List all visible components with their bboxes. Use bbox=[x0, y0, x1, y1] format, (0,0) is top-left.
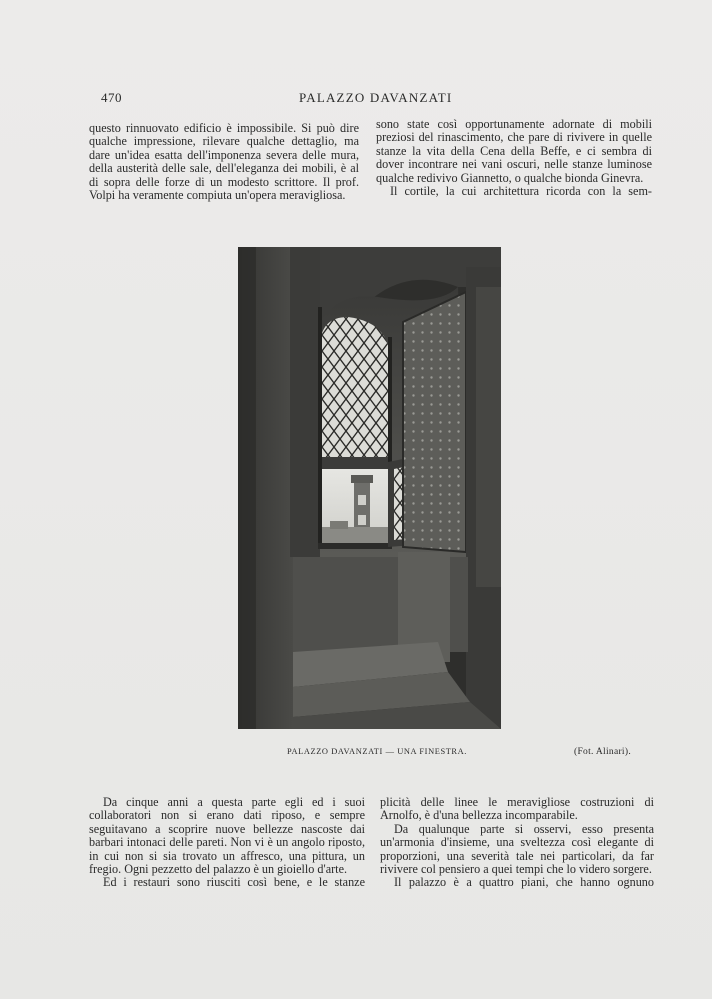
running-title: PALAZZO DAVANZATI bbox=[299, 90, 453, 105]
page-number: 470 bbox=[101, 90, 122, 105]
text-column-top-right bbox=[376, 118, 652, 198]
window-photograph-image bbox=[238, 247, 501, 729]
photo-credit: (Fot. Alinari). bbox=[574, 747, 632, 757]
paragraph: Ed i restauri sono riusciti così bene, e le stanze bbox=[103, 875, 365, 890]
paragraph: Da qualunque parte si osservi, esso presenta un'armonia d'insieme, una sveltezza così elegante di proporzioni, una severità tale nei particolari, da far rivivere col pensiero a quei tempi che lo videro sorgere. bbox=[380, 821, 654, 877]
paragraph: questo rinnuovato edificio è impossibile. Si può dire qualche impressione, rilevare qualche dettaglio, ma dare un'idea esatta dell'imponenza severa delle mura, della austerità delle sale, dell'eleganza dei mobili, è al di sopra delle forze di un modesto scrittore. Il prof. Volpi ha veramente compiuta un'opera meravigliosa. bbox=[89, 121, 359, 203]
paragraph: Il cortile, la cui architettura ricorda con la sem- bbox=[390, 184, 652, 199]
window-photograph bbox=[238, 247, 501, 729]
text-column-top-left bbox=[89, 122, 359, 202]
figure-caption: PALAZZO DAVANZATI — UNA FINESTRA. bbox=[287, 747, 467, 756]
page-header bbox=[0, 90, 712, 110]
paragraph: Da cinque anni a questa parte egli ed i suoi collaboratori non si erano dati riposo, e sempre seguitavano a scoprire nuove bellezze nascoste dai barbari intonaci delle pareti. Non vi è un angolo riposto, in cui non si sia trovato un affresco, una pittura, un fregio. Ogni pezzetto del palazzo è un gioiello d'arte. bbox=[89, 795, 365, 877]
text-column-bottom-right bbox=[380, 796, 654, 890]
paragraph: Il palazzo è a quattro piani, che hanno ognuno bbox=[394, 875, 654, 890]
paragraph: sono state così opportunamente adornate di mobili preziosi del rinascimento, che pare di rivivere in quelle stanze la vita della Cena della Beffe, e ci sembra di dover incontrare nei vani oscuri, nelle stanze luminose qualche redivivo Giannetto, o qualche bionda Ginevra. bbox=[376, 117, 652, 185]
paragraph: plicità delle linee le meravigliose costruzioni di Arnolfo, è d'una bellezza incomparabile. bbox=[380, 795, 654, 823]
figure-caption-row bbox=[0, 747, 712, 761]
text-column-bottom-left bbox=[89, 796, 365, 890]
